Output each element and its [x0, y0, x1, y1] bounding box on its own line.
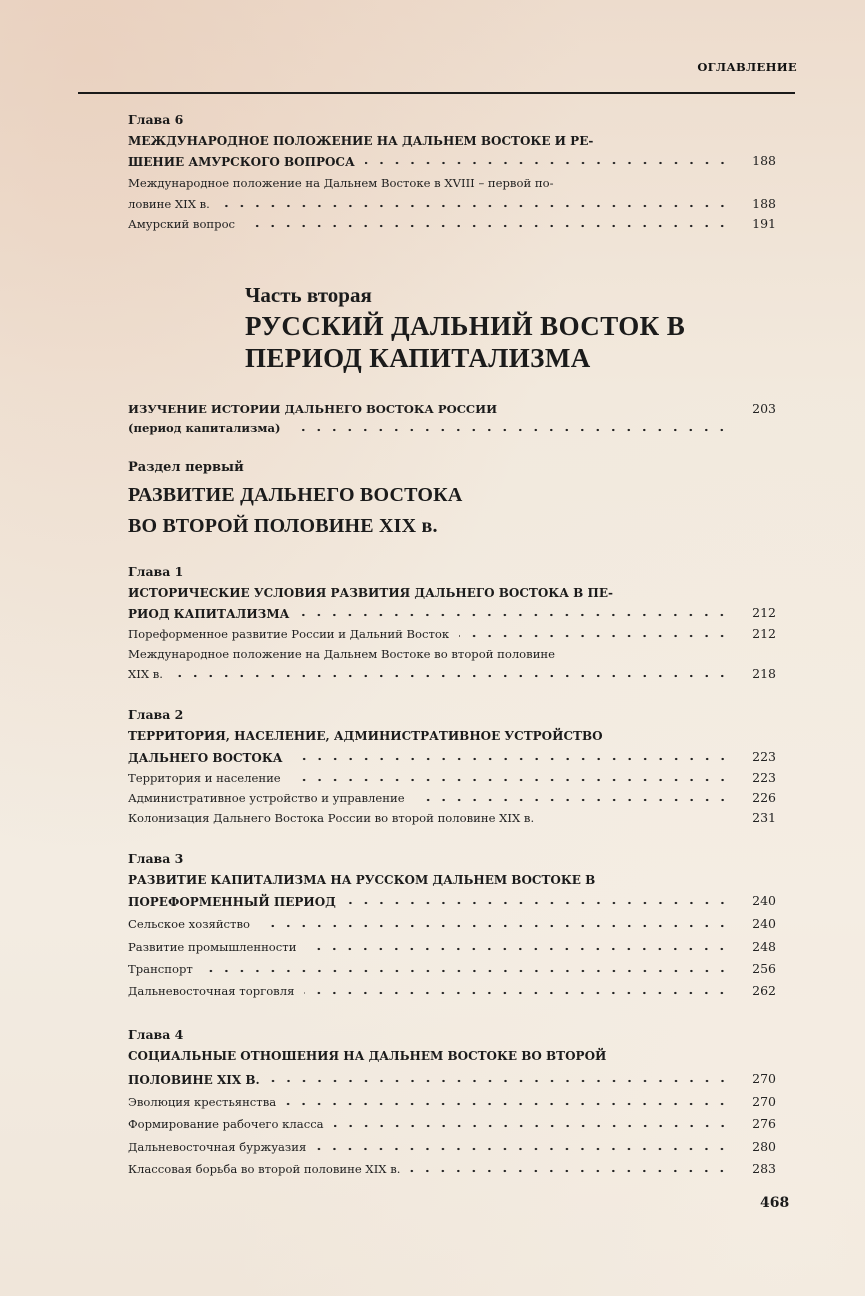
part-title-line: РУССКИЙ ДАЛЬНИЙ ВОСТОК В: [245, 311, 686, 341]
chapter-label: Глава 2: [128, 707, 184, 722]
leader-dots: [260, 921, 730, 931]
folio-page-number: 468: [760, 1195, 790, 1211]
leader-dots: [316, 1144, 730, 1154]
toc-item-line: Эволюция крестьянства: [128, 1094, 277, 1109]
leader-dots: [245, 221, 730, 231]
toc-item-line: Развитие промышленности: [128, 939, 297, 954]
chapter-title-line: МЕЖДУНАРОДНОЕ ПОЛОЖЕНИЕ НА ДАЛЬНЕМ ВОСТОКЕ И РЕ-: [128, 134, 594, 148]
leader-dots: [299, 610, 730, 620]
chapter-label: Глава 1: [128, 564, 184, 579]
header-rule: [78, 92, 795, 94]
study-title: ИЗУЧЕНИЕ ИСТОРИИ ДАЛЬНЕГО ВОСТОКА РОССИИ: [128, 401, 498, 416]
page-number[interactable]: 256: [752, 961, 776, 976]
leader-dots: [291, 775, 730, 785]
toc-item-line: Сельское хозяйство: [128, 916, 250, 931]
page-number[interactable]: 262: [752, 983, 776, 998]
toc-item-line: Транспорт: [128, 961, 193, 976]
toc-entry[interactable]: [128, 607, 776, 620]
toc-entry[interactable]: [128, 792, 776, 805]
leader-dots: [365, 158, 730, 168]
page-number[interactable]: 203: [752, 401, 776, 416]
toc-entry[interactable]: [128, 668, 776, 681]
leader-dots: [346, 898, 730, 908]
part-title-line: ПЕРИОД КАПИТАЛИЗМА: [245, 343, 591, 373]
toc-entry[interactable]: [128, 1163, 776, 1176]
toc-entry[interactable]: [128, 423, 776, 435]
toc-item-line[interactable]: Международное положение на Дальнем Востоке в XVIII – первой по-: [128, 176, 554, 190]
chapter-title-line: ШЕНИЕ АМУРСКОГО ВОПРОСА: [128, 154, 355, 169]
toc-entry[interactable]: [128, 812, 776, 825]
chapter-label: Глава 4: [128, 1027, 184, 1042]
page-number[interactable]: 240: [752, 893, 776, 908]
page-number[interactable]: 223: [752, 749, 776, 764]
toc-entry[interactable]: [128, 941, 776, 954]
study-subtitle: (период капитализма): [128, 421, 281, 435]
chapter-title-line: СОЦИАЛЬНЫЕ ОТНОШЕНИЯ НА ДАЛЬНЕМ ВОСТОКЕ ВО ВТОРОЙ: [128, 1049, 607, 1063]
toc-entry[interactable]: [128, 963, 776, 976]
leader-dots: [293, 754, 730, 764]
page-number[interactable]: 188: [752, 153, 776, 168]
toc-entry[interactable]: [128, 1141, 776, 1154]
toc-item-line: Амурский вопрос: [128, 216, 236, 231]
page-number[interactable]: 188: [752, 196, 776, 211]
toc-entry[interactable]: [128, 985, 776, 998]
part-label: Часть вторая: [245, 283, 372, 307]
toc-item-line: Колонизация Дальнего Востока России во второй половине XIX в.: [128, 810, 535, 825]
leader-dots: [304, 988, 730, 998]
leader-dots: [306, 944, 730, 954]
toc-entry[interactable]: [128, 1096, 776, 1109]
leader-dots: [410, 1166, 730, 1176]
page-number[interactable]: 283: [752, 1161, 776, 1176]
chapter-title-line: ПОЛОВИНЕ XIX В.: [128, 1072, 260, 1087]
page-number[interactable]: 226: [752, 790, 776, 805]
chapter-title-line: ПОРЕФОРМЕННЫЙ ПЕРИОД: [128, 894, 336, 909]
page-number[interactable]: 270: [752, 1071, 776, 1086]
chapter-title-line: ИСТОРИЧЕСКИЕ УСЛОВИЯ РАЗВИТИЯ ДАЛЬНЕГО ВОСТОКА В ПЕ-: [128, 586, 613, 600]
page-number[interactable]: 212: [752, 605, 776, 620]
page-number[interactable]: 280: [752, 1139, 776, 1154]
page-number[interactable]: 231: [752, 810, 776, 825]
toc-entry[interactable]: [128, 1073, 776, 1086]
page-number[interactable]: 240: [752, 916, 776, 931]
leader-dots: [290, 425, 730, 435]
page-number[interactable]: 270: [752, 1094, 776, 1109]
toc-entry[interactable]: [128, 198, 776, 211]
chapter-title-line: РИОД КАПИТАЛИЗМА: [128, 606, 290, 621]
chapter-title-line: ДАЛЬНЕГО ВОСТОКА: [128, 750, 283, 765]
leader-dots: [286, 1099, 730, 1109]
toc-entry[interactable]: [128, 751, 776, 764]
toc-item-line: Формирование рабочего класса: [128, 1116, 324, 1131]
toc-entry[interactable]: [128, 155, 776, 168]
toc-entry[interactable]: [128, 918, 776, 931]
toc-item-line: Административное устройство и управление: [128, 790, 405, 805]
chapter-label: Глава 3: [128, 851, 184, 866]
chapter-title-line: РАЗВИТИЕ КАПИТАЛИЗМА НА РУССКОМ ДАЛЬНЕМ ВОСТОКЕ В: [128, 873, 596, 887]
toc-item-line: Дальневосточная буржуазия: [128, 1139, 307, 1154]
page-number[interactable]: 212: [752, 626, 776, 641]
section-title-line: РАЗВИТИЕ ДАЛЬНЕГО ВОСТОКА: [128, 484, 463, 506]
page-number[interactable]: 248: [752, 939, 776, 954]
toc-item-line[interactable]: Международное положение на Дальнем Востоке во второй половине: [128, 647, 556, 661]
toc-item-line: ловине XIX в.: [128, 196, 210, 211]
section-label: Раздел первый: [128, 460, 244, 475]
section-title-line: ВО ВТОРОЙ ПОЛОВИНЕ XIX в.: [128, 515, 438, 537]
leader-dots: [270, 1076, 730, 1086]
running-head: ОГЛАВЛЕНИЕ: [697, 60, 797, 74]
page-number[interactable]: 276: [752, 1116, 776, 1131]
toc-entry[interactable]: [128, 1118, 776, 1131]
toc-entry[interactable]: [128, 403, 776, 416]
leader-dots: [220, 201, 730, 211]
leader-dots: [203, 966, 730, 976]
leader-dots: [459, 631, 730, 641]
toc-item-line: Дальневосточная торговля: [128, 983, 295, 998]
toc-entry[interactable]: [128, 628, 776, 641]
page-number[interactable]: 223: [752, 770, 776, 785]
toc-item-line: Классовая борьба во второй половине XIX в.: [128, 1161, 401, 1176]
toc-item-line: XIX в.: [128, 666, 163, 681]
leader-dots: [173, 671, 730, 681]
toc-entry[interactable]: [128, 895, 776, 908]
leader-dots: [415, 795, 730, 805]
chapter-title-line: ТЕРРИТОРИЯ, НАСЕЛЕНИЕ, АДМИНИСТРАТИВНОЕ УСТРОЙСТВО: [128, 729, 603, 743]
page-number[interactable]: 218: [752, 666, 776, 681]
leader-dots: [334, 1121, 730, 1131]
chapter-label: Глава 6: [128, 112, 184, 127]
toc-entry[interactable]: [128, 218, 776, 231]
toc-item-line: Территория и население: [128, 770, 281, 785]
toc-item-line: Пореформенное развитие России и Дальний Восток: [128, 626, 450, 641]
toc-entry[interactable]: [128, 772, 776, 785]
page-number[interactable]: 191: [752, 216, 776, 231]
